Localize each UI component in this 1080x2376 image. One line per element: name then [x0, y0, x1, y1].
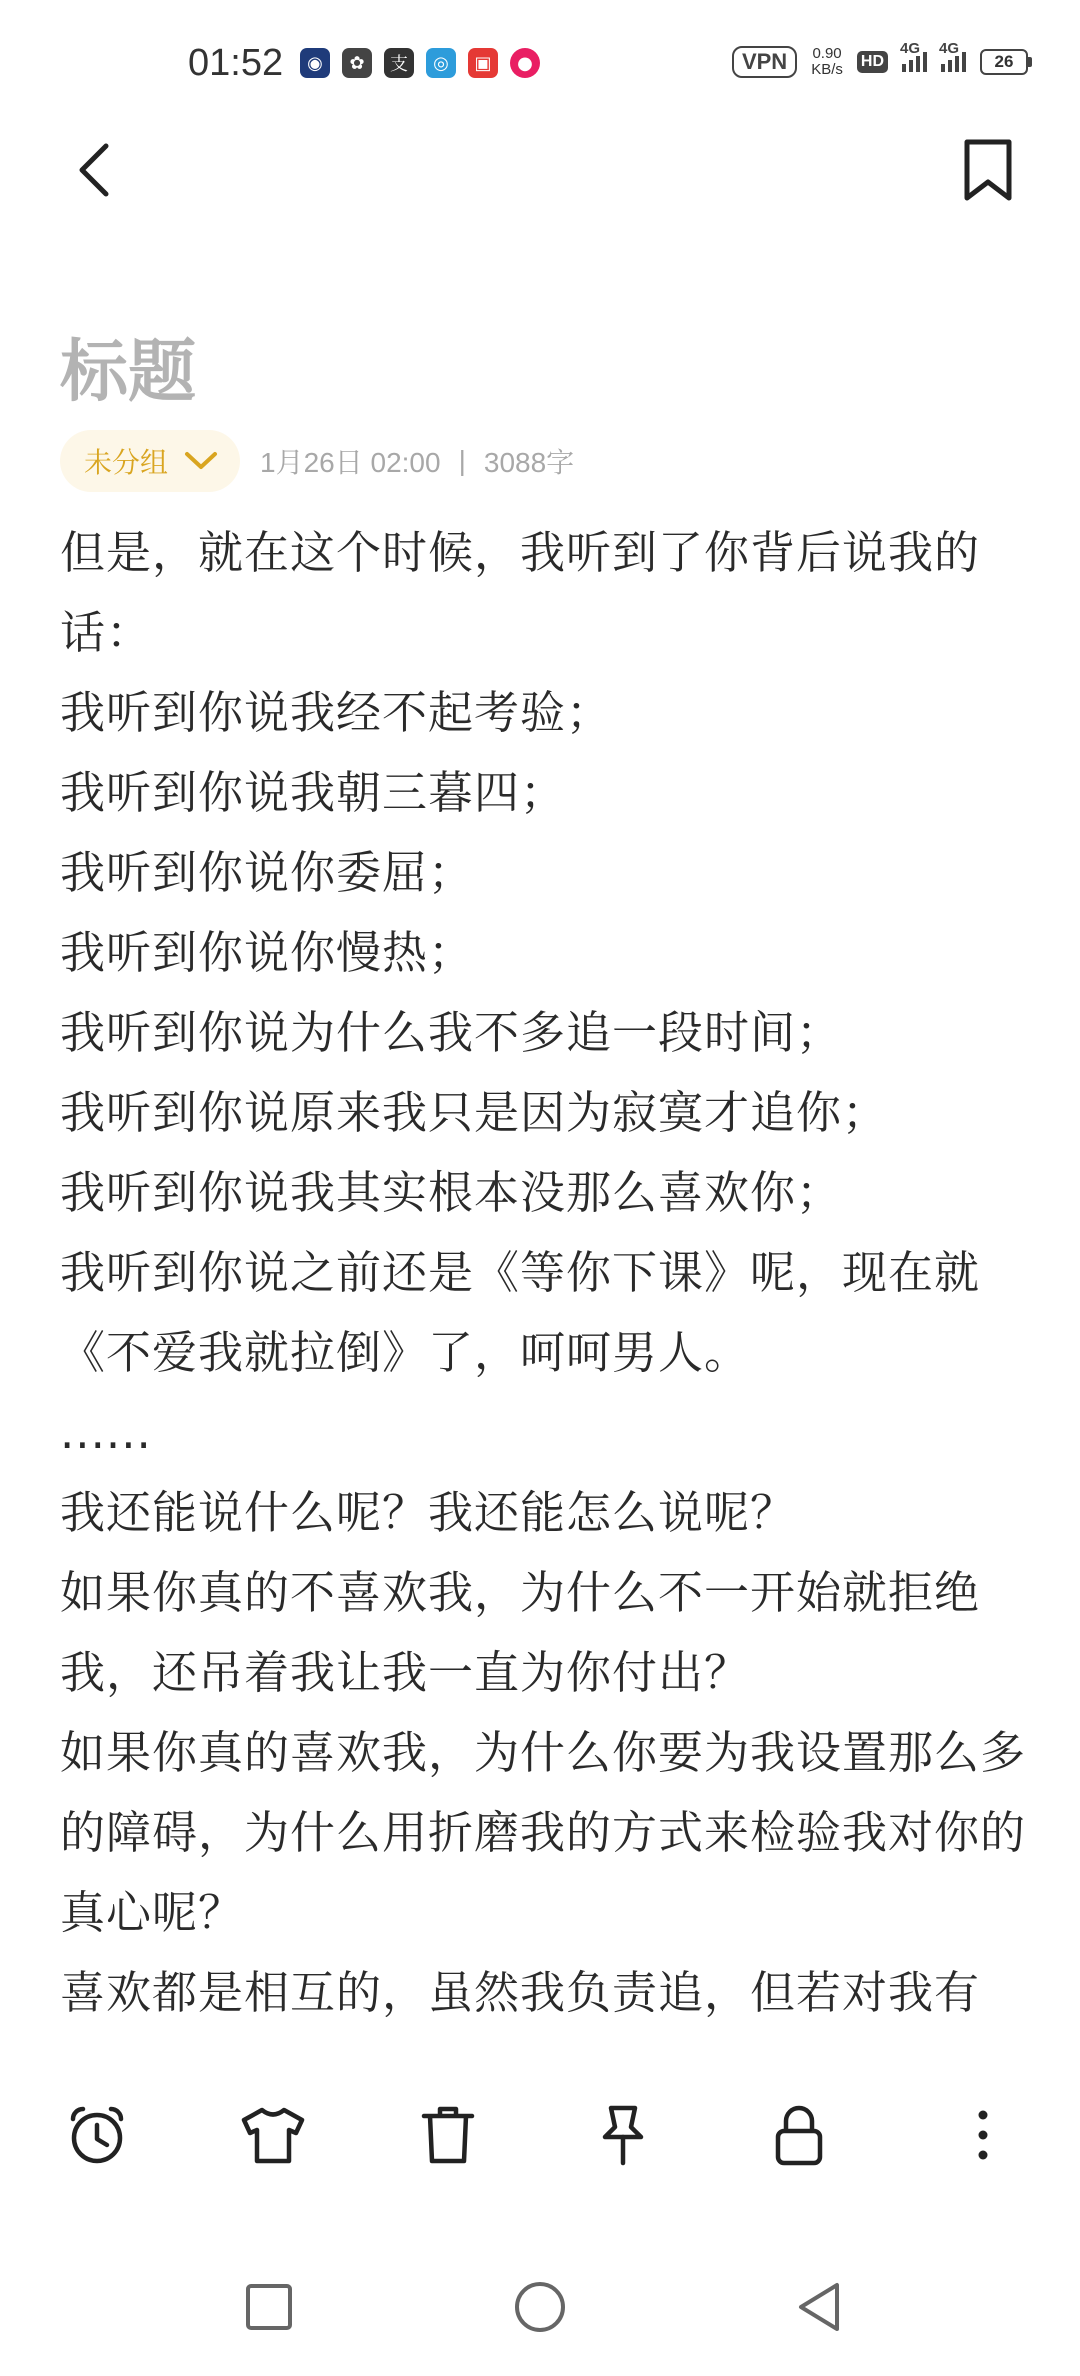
status-right: [732, 40, 1032, 78]
content-paragraph: 我听到你说你委屈；: [60, 846, 475, 899]
lock-button[interactable]: [764, 2100, 834, 2170]
content-paragraph: 我还能说什么呢？我还能怎么说呢？: [60, 1486, 797, 1539]
vpn-badge: VPN: [732, 46, 797, 78]
meta-info: [260, 441, 574, 481]
more-button[interactable]: [948, 2100, 1018, 2170]
pin-icon: [595, 2103, 651, 2167]
back-arrow-icon: [74, 140, 114, 200]
content-paragraph: 如果你真的喜欢我，为什么你要为我设置那么多的障碍，为什么用折磨我的方式来检验我对你的真心呢？: [60, 1726, 1027, 1939]
home-circle-icon: [512, 2279, 568, 2335]
home-button[interactable]: [505, 2272, 575, 2342]
navigation-bar: [0, 2250, 1080, 2376]
meta-separator: |: [458, 445, 466, 476]
app-icon-1: ◉: [300, 48, 330, 78]
recents-button[interactable]: [234, 2272, 304, 2342]
signal-4g-1-label: 4G: [900, 40, 921, 57]
content-paragraph: 我听到你说原来我只是因为寂寞才追你；: [60, 1086, 889, 1139]
content-paragraph: ......: [60, 1406, 152, 1459]
more-icon: [973, 2105, 993, 2165]
content-paragraph: 我听到你说你慢热；: [60, 926, 475, 979]
pin-button[interactable]: [588, 2100, 658, 2170]
net-speed-unit: KB/s: [811, 61, 843, 78]
bookmark-button[interactable]: [956, 134, 1020, 206]
bottom-toolbar: [0, 2055, 1080, 2215]
status-bar: [0, 0, 1080, 130]
net-speed: [811, 46, 843, 78]
lock-icon: [772, 2103, 826, 2167]
nav-back-button[interactable]: [784, 2272, 854, 2342]
app-icon-2: ✿: [342, 48, 372, 78]
content-paragraph: 我听到你说我经不起考验；: [60, 686, 613, 739]
theme-button[interactable]: [238, 2100, 308, 2170]
signal-4g-1-icon: [900, 40, 927, 72]
note-date: 1月26日 02:00: [260, 447, 441, 478]
meta-row: [60, 430, 574, 492]
content-paragraph: 我听到你说我其实根本没那么喜欢你；: [60, 1166, 843, 1219]
app-icon-5: ▣: [468, 48, 498, 78]
delete-button[interactable]: [413, 2100, 483, 2170]
back-triangle-icon: [793, 2279, 845, 2335]
word-count: 3088字: [483, 447, 575, 478]
alarm-clock-icon: [65, 2103, 129, 2167]
note-title-input[interactable]: 标题: [60, 333, 197, 412]
battery-level: 26: [980, 49, 1028, 75]
content-paragraph: 如果你真的不喜欢我，为什么不一开始就拒绝我，还吊着我让我一直为你付出？: [60, 1566, 981, 1699]
bookmark-icon: [961, 138, 1015, 202]
recents-square-icon: [244, 2282, 294, 2332]
status-app-icons: [300, 48, 540, 78]
chevron-down-icon: [184, 451, 218, 471]
app-icon-6: ●: [510, 48, 540, 78]
content-paragraph: 喜欢都是相互的，虽然我负责追，但若对我有: [60, 1966, 981, 2019]
signal-4g-2-icon: [939, 40, 966, 72]
content-paragraph: 但是，就在这个时候，我听到了你背后说我的话：: [60, 526, 981, 659]
group-selector[interactable]: [60, 430, 240, 492]
tshirt-icon: [240, 2105, 306, 2165]
group-label: 未分组: [84, 446, 169, 479]
status-time: 01:52: [188, 42, 284, 84]
hd-badge: HD: [857, 51, 888, 73]
back-button[interactable]: [64, 134, 124, 206]
content-paragraph: 我听到你说我朝三暮四；: [60, 766, 567, 819]
reminder-button[interactable]: [62, 2100, 132, 2170]
alipay-icon: 支: [384, 48, 414, 78]
content-paragraph: 我听到你说之前还是《等你下课》呢，现在就《不爱我就拉倒》了，呵呵男人。: [60, 1246, 981, 1379]
note-content[interactable]: [60, 513, 1030, 2061]
app-icon-4: ◎: [426, 48, 456, 78]
trash-icon: [420, 2104, 476, 2166]
signal-4g-2-label: 4G: [939, 40, 960, 57]
content-paragraph: 我听到你说为什么我不多追一段时间；: [60, 1006, 843, 1059]
battery-icon: [980, 49, 1032, 75]
net-speed-value: 0.90: [812, 45, 842, 62]
